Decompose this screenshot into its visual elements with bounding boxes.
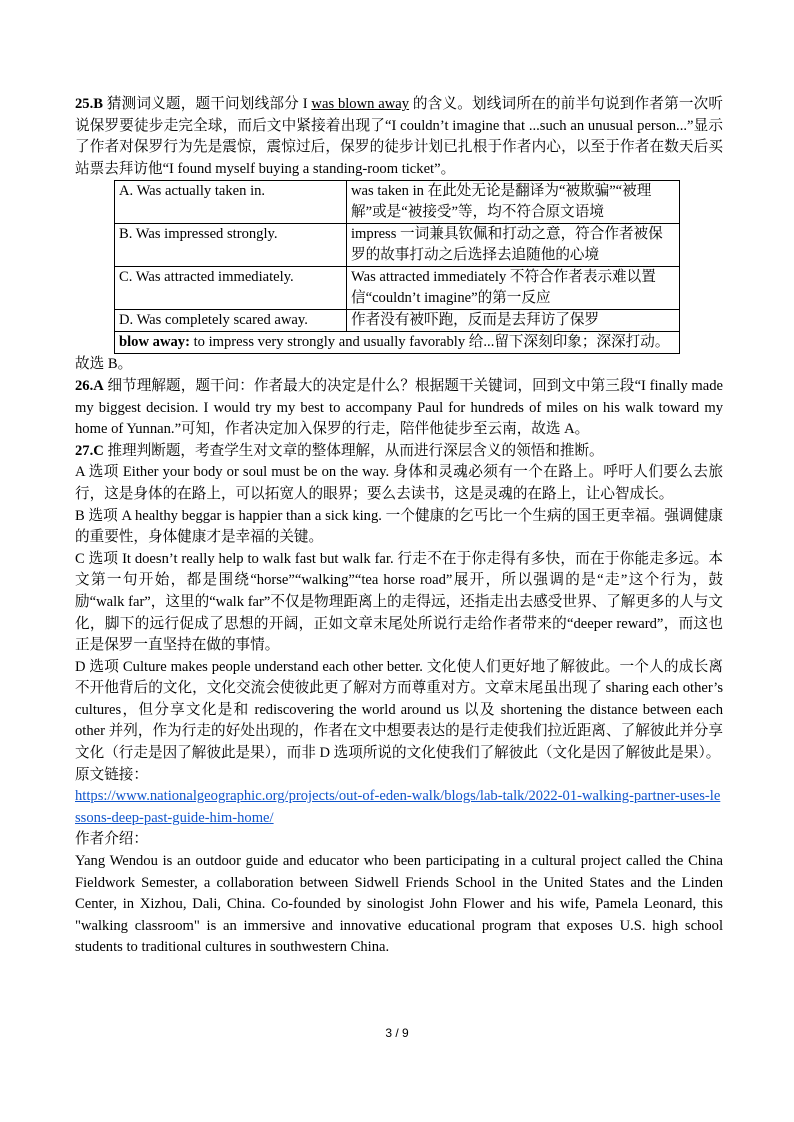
q26-text: 细节理解题，题干问：作者最大的决定是什么？根据题干关键词，回到文中第三段“I finally made my biggest decision. I would try my best to accompany Paul for hundreds of miles on his walk toward my home of Yunnan.”可知，作者决定加入保罗的行走，陪伴他徒步至云南，故选 A。 — [75, 377, 723, 438]
q27-option-a: A 选项 Either your body or soul must be on the way. 身体和灵魂必须有一个在路上。呼吁人们要么去旅行，这是身体的在路上，可以拓宽人的眼界；要么去读书，这是灵魂的在路上，让心智成长。 — [75, 464, 723, 502]
q25-options-table — [114, 180, 680, 354]
option-cell: D. Was completely scared away. — [115, 310, 347, 332]
document-page — [75, 94, 723, 959]
note-cell: was taken in 在此处无论是翻译为“被欺骗”“被理解”或是“被接受”等，均不符合原文语境 — [347, 181, 680, 224]
q27-option-c: C 选项 It doesn’t really help to walk fast but walk far. 行走不在于你走得有多快，而在于你能走多远。本文第一句开始，都是围绕“horse”“walking”“tea horse road”展开，所以强调的是“走”这个行为，鼓励“walk far”，这里的“walk far”不仅是物理距离上的走得远，还指走出去感受世界、了解更多的人与文化，脚下的远行促成了思想的开阔，正如文章末尾处所说行走给作者带来的“deeper reward”，而这也正是保罗一直坚持在做的事情。 — [75, 550, 723, 654]
page-number: 3 / 9 — [385, 1026, 409, 1040]
option-cell: C. Was attracted immediately. — [115, 267, 347, 310]
author-bio: Yang Wendou is an outdoor guide and educator who been participating in a cultural project called the China Fieldwork Semester, a collaboration between Sidwell Friends School in the United States and the Linden Center, in Xizhou, Dali, China. Co-founded by sinologist John Flower and his wife, Pamela Leonard, this "walking classroom" is an immersive and innovative educational program that exposes U.S. high school students to traditional cultures in southwestern China. — [75, 853, 723, 956]
q26-paragraph — [75, 376, 723, 441]
option-cell: A. Was actually taken in. — [115, 181, 347, 224]
q25-underlined-phrase: was blown away — [311, 96, 410, 112]
source-link[interactable]: https://www.nationalgeographic.org/projects/out-of-eden-walk/blogs/lab-talk/2022-01-walking-partner-uses-lessons-deep-past-guide-him-home/ — [75, 788, 721, 826]
q25-paragraph — [75, 94, 723, 180]
q25-text-1: 猜测词义题，题干问划线部分 I — [102, 96, 312, 112]
source-label: 原文链接： — [75, 766, 148, 783]
table-row — [115, 224, 680, 267]
table-row — [115, 181, 680, 224]
q25-text-2: 的含义。划线词所在的前半句说到作者第一次听说保罗要徒步走完全球，而后文中紧接着出现了“I couldn’t imagine that ...such an unusual person...”显示了作者对保罗行为先是震惊，震惊过后，保罗的徒步计划已扎根于作者内心，以至于作者在数天后买站票去拜访他“I found myself buying a standing-room ticket”。 — [75, 96, 723, 177]
note-cell: 作者没有被吓跑，反而是去拜访了保罗 — [347, 310, 680, 332]
note-cell: Was attracted immediately 不符合作者表示难以置信“couldn’t imagine”的第一反应 — [347, 267, 680, 310]
table-row — [115, 310, 680, 332]
definition-text: to impress very strongly and usually favorably 给...留下深刻印象；深深打动。 — [189, 334, 670, 351]
note-cell: impress 一词兼具钦佩和打动之意，符合作者被保罗的故事打动之后选择去追随他的心境 — [347, 224, 680, 267]
option-cell: B. Was impressed strongly. — [115, 224, 347, 267]
q27-answer: 27.C — [75, 442, 104, 459]
definition-term: blow away: — [119, 334, 190, 351]
definition-cell — [115, 332, 680, 354]
q27-intro: 推理判断题，考查学生对文章的整体理解，从而进行深层含义的领悟和推断。 — [103, 442, 604, 459]
table-row — [115, 267, 680, 310]
q26-answer: 26.A — [75, 377, 104, 394]
q25-conclusion: 故选 B。 — [75, 356, 133, 373]
q27-option-d: D 选项 Culture makes people understand each other better. 文化使人们更好地了解彼此。一个人的成长离不开他背后的文化，文化交流会使彼此更了解对方而尊重对方。文章末尾虽出现了 sharing each other’s cultures，但分享文化是和 rediscovering the world around us 以及 shortening the distance between each other 并列，作为行走的好处出现的，作者在文中想要表达的是行走使我们拉近距离、了解彼此并分享文化（行走是因了解彼此是果），而非 D 选项所说的文化使我们了解彼此（文化是因了解彼此是果）。 — [75, 658, 723, 762]
table-row — [115, 332, 680, 354]
q27-option-b: B 选项 A healthy beggar is happier than a sick king. 一个健康的乞丐比一个生病的国王更幸福。强调健康的重要性，身体健康才是幸福的关键。 — [75, 507, 723, 546]
q27-paragraph — [75, 441, 723, 463]
author-label: 作者介绍： — [75, 831, 148, 848]
q25-answer: 25.B — [75, 96, 103, 112]
